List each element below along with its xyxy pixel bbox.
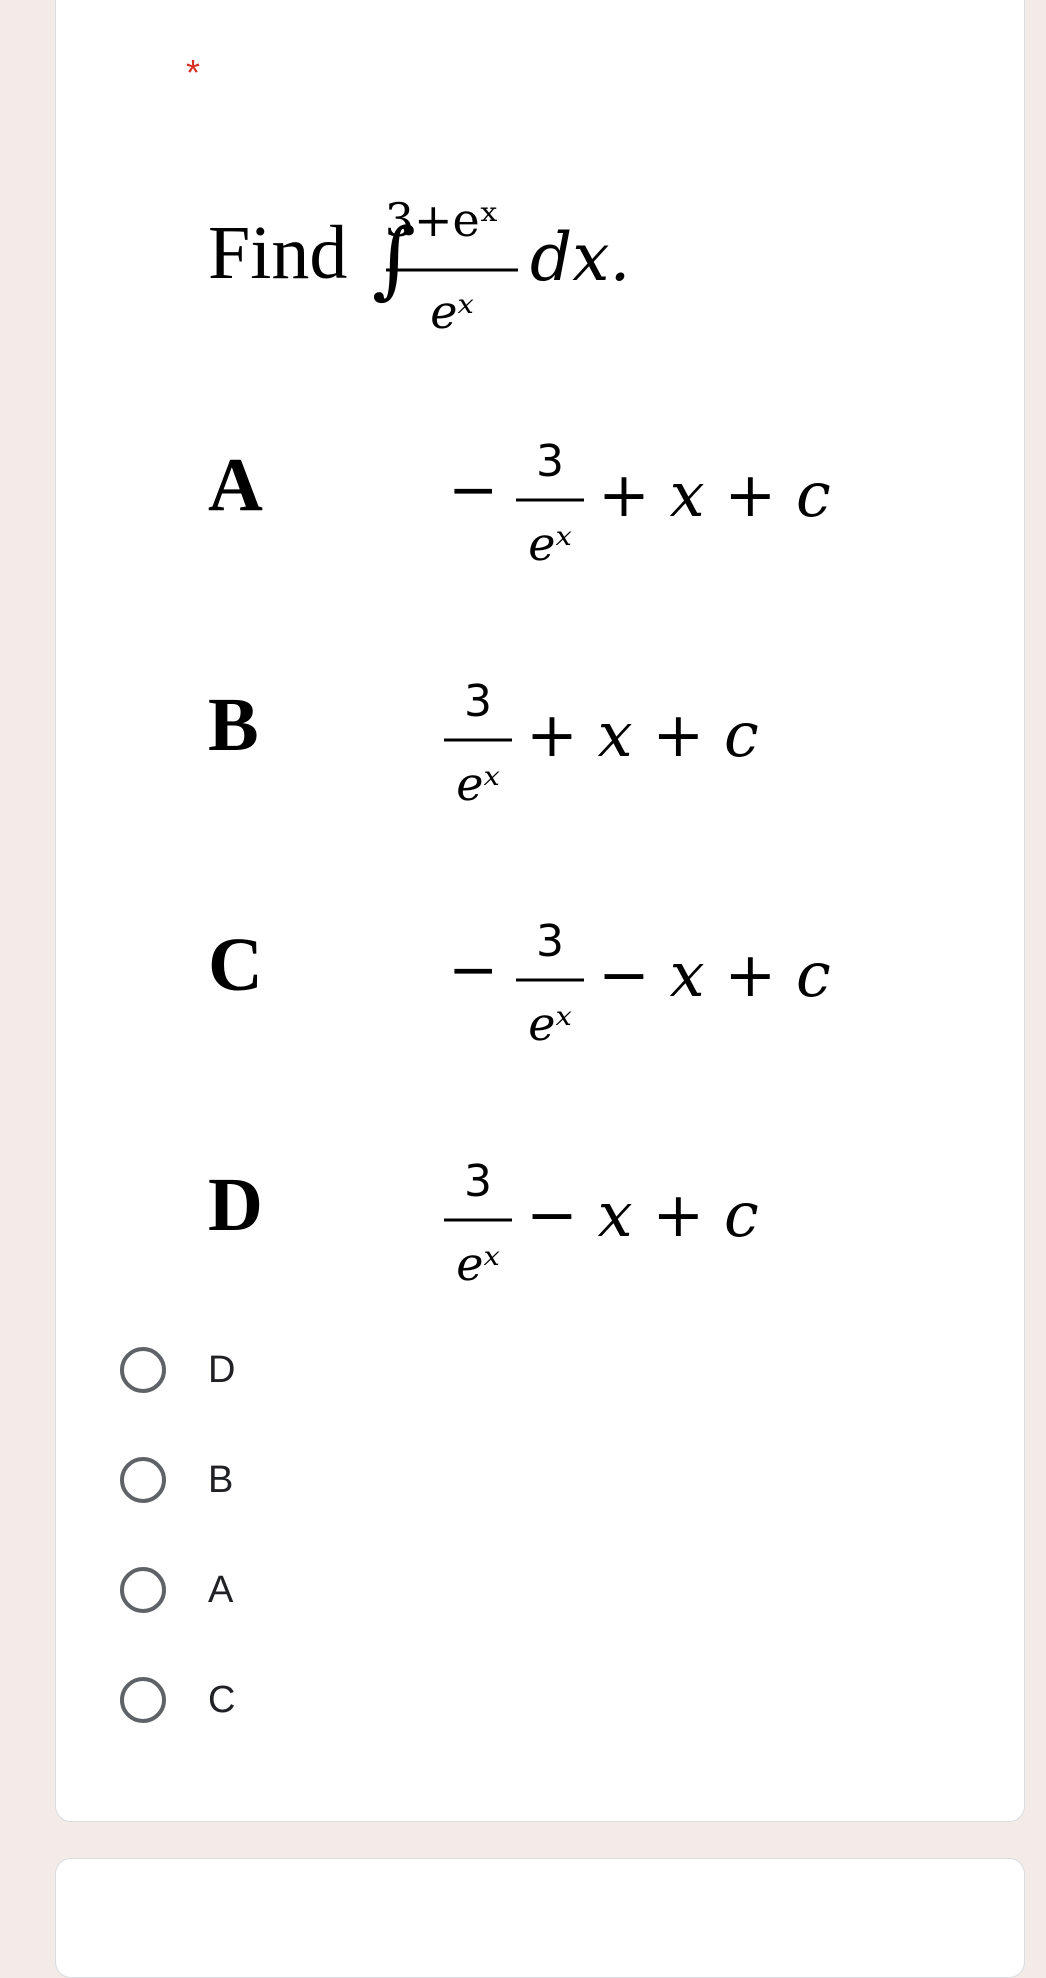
answer-denominator: eˣ: [456, 757, 500, 811]
answer-letter: C: [208, 923, 263, 1007]
answer-trailing-terms: + x + c: [598, 458, 831, 531]
next-question-card: [55, 1858, 1025, 1978]
option-d[interactable]: [120, 1340, 520, 1400]
option-c[interactable]: [120, 1670, 520, 1730]
required-marker: *: [186, 52, 201, 93]
answer-letter: B: [208, 683, 259, 767]
radio-button[interactable]: [120, 1567, 166, 1613]
integral-sign: ∫: [372, 210, 416, 308]
option-a[interactable]: [120, 1560, 520, 1620]
answer-trailing-terms: + x + c: [526, 698, 759, 771]
answer-numerator: 3: [464, 676, 492, 727]
prompt-word: Find: [208, 211, 348, 295]
option-b[interactable]: [120, 1450, 520, 1510]
answer-row-a: [208, 436, 831, 571]
option-label: A: [208, 1568, 234, 1611]
answer-row-b: [208, 676, 759, 811]
radio-button[interactable]: [120, 1677, 166, 1723]
prompt-numerator: 3+eˣ: [384, 193, 500, 247]
prompt-suffix: dx.: [530, 219, 631, 296]
answer-trailing-terms: − x + c: [598, 938, 831, 1011]
radio-button[interactable]: [120, 1457, 166, 1503]
answer-numerator: 3: [536, 436, 564, 487]
answer-trailing-terms: − x + c: [526, 1178, 759, 1251]
option-label: D: [208, 1348, 236, 1391]
answer-numerator: 3: [536, 916, 564, 967]
answer-leading-sign: −: [448, 455, 499, 525]
answer-denominator: eˣ: [528, 517, 572, 571]
answer-numerator: 3: [464, 1156, 492, 1207]
answer-row-c: [208, 916, 831, 1051]
prompt-denominator: eˣ: [430, 285, 474, 339]
option-label: B: [208, 1458, 234, 1501]
question-image: [160, 170, 920, 1320]
answer-denominator: eˣ: [528, 997, 572, 1051]
option-label: C: [208, 1678, 236, 1721]
answer-letter: A: [208, 443, 263, 527]
radio-button[interactable]: [120, 1347, 166, 1393]
answer-letter: D: [208, 1163, 263, 1247]
answer-denominator: eˣ: [456, 1237, 500, 1291]
answer-leading-sign: −: [448, 935, 499, 1005]
answer-row-d: [208, 1156, 759, 1291]
